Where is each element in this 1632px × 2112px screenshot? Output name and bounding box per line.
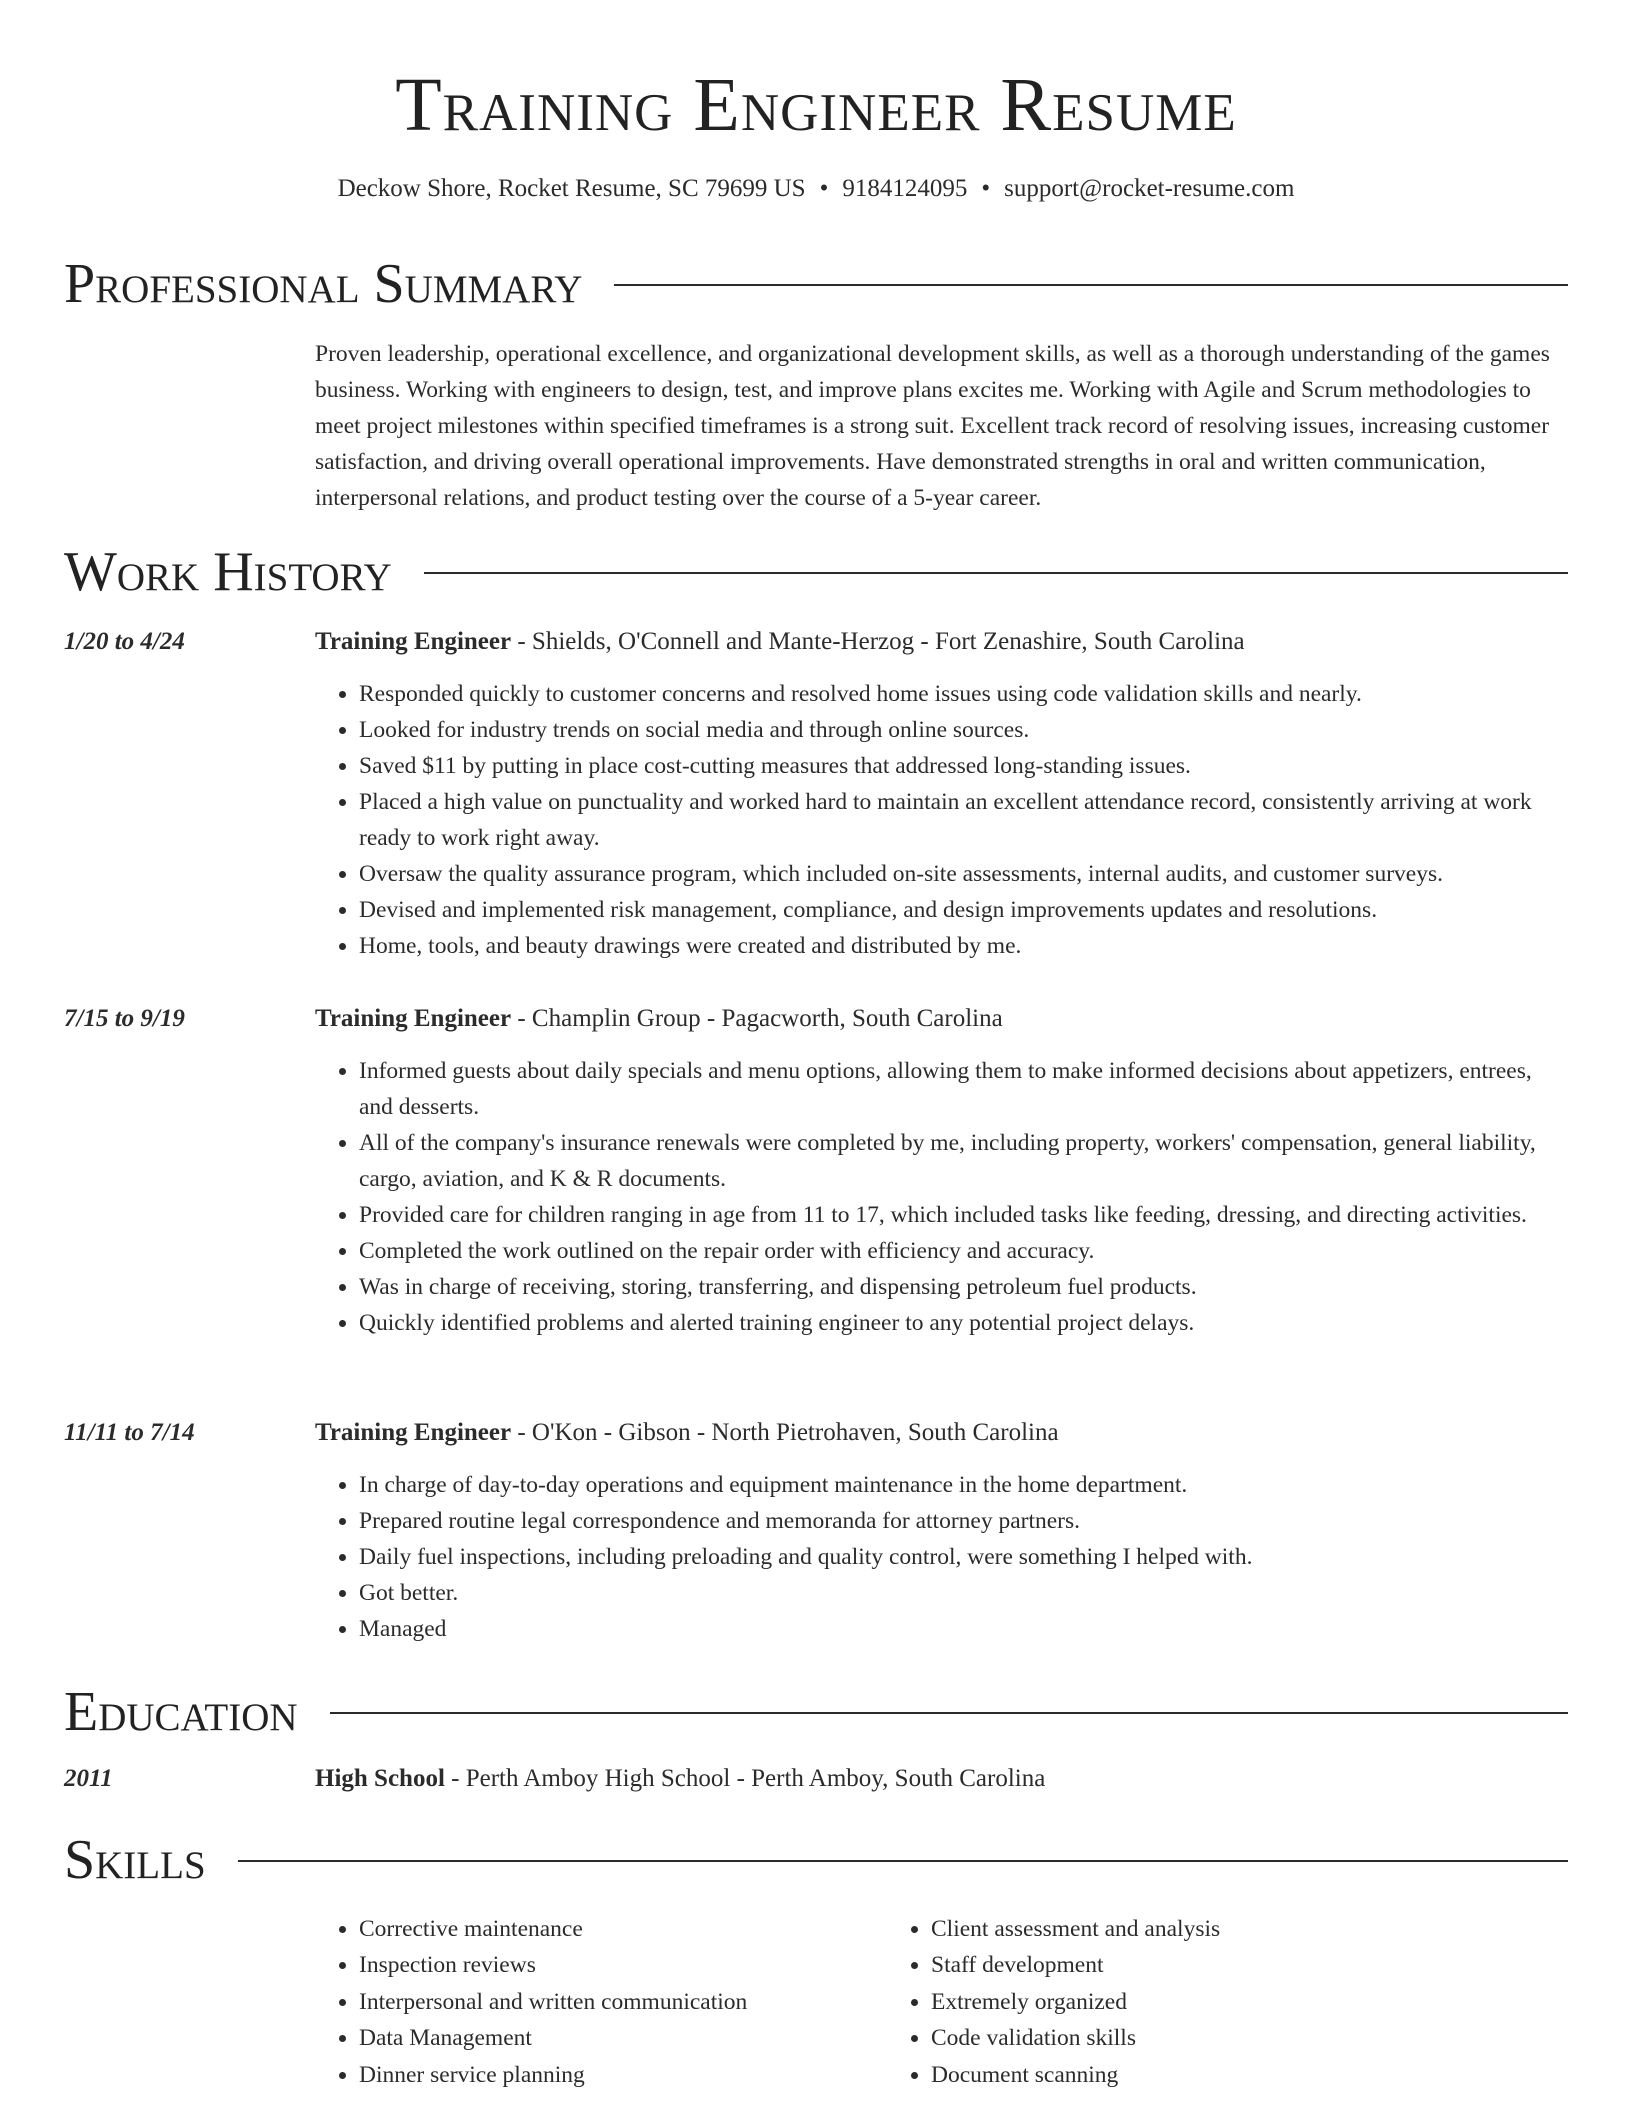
summary-section-title: Professional Summary [64, 253, 583, 315]
job-details: - Shields, O'Connell and Mante-Herzog - Fort Zenashire, South Carolina [511, 628, 1245, 655]
contact-phone: 9184124095 [842, 175, 968, 202]
job-dates: 7/15 to 9/19 [64, 1005, 185, 1032]
summary-text: Proven leadership, operational excellence, and organizational development skills, as well as a thorough understanding of the games business. Working with engineers to design, test, and improve plans excites me. Working with Agile and Scrum methodologies to meet project milestones within specified timeframes is a strong suit. Excellent track record of resolving issues, increasing customer satisfaction, and driving overall operational improvements. Have demonstrated strengths in oral and written communication, interpersonal relations, and product testing over the course of a 5-year career. [315, 341, 1550, 511]
job-bullet: • Responded quickly to customer concerns and resolved home issues using code validation skills and nearly. [359, 676, 1568, 712]
job-details: - Champlin Group - Pagacworth, South Carolina [511, 1005, 1003, 1032]
job-dates: 1/20 to 4/24 [64, 628, 185, 655]
contact-separator: • [981, 175, 991, 202]
summary-section-header [64, 252, 1568, 316]
resume-title: Training Engineer Resume [395, 63, 1237, 147]
job-entry [64, 624, 1568, 964]
job-heading [315, 1415, 1568, 1451]
job-bullet: • Quickly identified problems and alerted training engineer to any potential project delays. [359, 1305, 1568, 1341]
job-bullet: • Provided care for children ranging in age from 11 to 17, which included tasks like feeding, dressing, and directing activities. [359, 1197, 1568, 1233]
education-heading [315, 1761, 1568, 1797]
job-bullet: • Saved $11 by putting in place cost-cutting measures that addressed long-standing issues. [359, 748, 1568, 784]
job-bullet: • Informed guests about daily specials and menu options, allowing them to make informed decisions about appetizers, entrees, and desserts. [359, 1053, 1568, 1125]
job-position: Training Engineer [315, 1005, 512, 1032]
work-section-header [64, 540, 1568, 604]
skills-column-left [315, 1911, 887, 2093]
job-position: Training Engineer [315, 628, 512, 655]
job-position: Training Engineer [315, 1419, 512, 1446]
section-divider [330, 1712, 1568, 1714]
job-bullet: • Got better. [359, 1575, 1568, 1611]
skill-item: • Dinner service planning [359, 2057, 887, 2093]
contact-line [0, 172, 1632, 206]
skill-item: • Inspection reviews [359, 1947, 887, 1983]
job-bullet: • Looked for industry trends on social media and through online sources. [359, 712, 1568, 748]
skills-section-header [64, 1828, 1568, 1892]
job-entry [64, 1415, 1568, 1647]
job-entry [64, 1001, 1568, 1341]
skill-item: • Client assessment and analysis [931, 1911, 1459, 1947]
education-year: 2011 [64, 1765, 113, 1792]
contact-address: Deckow Shore, Rocket Resume, SC 79699 US [337, 175, 806, 202]
skills-section-title: Skills [64, 1829, 206, 1891]
job-bullet: • All of the company's insurance renewals were completed by me, including property, workers' compensation, general liability, cargo, aviation, and K & R documents. [359, 1125, 1568, 1197]
job-bullet: • Managed [359, 1611, 1568, 1647]
job-bullets [315, 1053, 1568, 1341]
job-heading [315, 1001, 1568, 1037]
education-section-title: Education [64, 1681, 298, 1743]
job-bullets [315, 676, 1568, 964]
skill-item: • Code validation skills [931, 2020, 1459, 2056]
education-degree: High School [315, 1765, 445, 1792]
job-bullet: • In charge of day-to-day operations and equipment maintenance in the home department. [359, 1467, 1568, 1503]
contact-email: support@rocket-resume.com [1004, 175, 1295, 202]
skill-item: • Document scanning [931, 2057, 1459, 2093]
job-bullet: • Oversaw the quality assurance program, which included on-site assessments, internal audits, and customer surveys. [359, 856, 1568, 892]
section-divider [614, 284, 1568, 286]
skill-item: • Staff development [931, 1947, 1459, 1983]
section-divider [424, 572, 1568, 574]
job-heading [315, 624, 1568, 660]
education-section-header [64, 1680, 1568, 1744]
job-dates: 11/11 to 7/14 [64, 1419, 195, 1446]
skills-column-right [887, 1911, 1459, 2093]
skill-item: • Corrective maintenance [359, 1911, 887, 1947]
job-bullet: • Was in charge of receiving, storing, transferring, and dispensing petroleum fuel products. [359, 1269, 1568, 1305]
section-divider [238, 1860, 1568, 1862]
job-bullet: • Daily fuel inspections, including preloading and quality control, were something I helped with. [359, 1539, 1568, 1575]
job-bullets [315, 1467, 1568, 1647]
job-bullet: • Placed a high value on punctuality and worked hard to maintain an excellent attendance record, consistently arriving at work ready to work right away. [359, 784, 1568, 856]
job-bullet: • Devised and implemented risk management, compliance, and design improvements updates and resolutions. [359, 892, 1568, 928]
skill-item: • Extremely organized [931, 1984, 1459, 2020]
work-section-title: Work History [64, 541, 392, 603]
job-details: - O'Kon - Gibson - North Pietrohaven, South Carolina [511, 1419, 1059, 1446]
skill-item: • Interpersonal and written communication [359, 1984, 887, 2020]
education-entry [64, 1761, 1568, 1797]
job-bullet: • Home, tools, and beauty drawings were created and distributed by me. [359, 928, 1568, 964]
contact-separator: • [819, 175, 829, 202]
job-bullet: • Prepared routine legal correspondence and memoranda for attorney partners. [359, 1503, 1568, 1539]
skills-list [315, 1911, 1568, 2093]
education-details: - Perth Amboy High School - Perth Amboy, South Carolina [444, 1765, 1046, 1792]
skill-item: • Data Management [359, 2020, 887, 2056]
job-bullet: • Completed the work outlined on the repair order with efficiency and accuracy. [359, 1233, 1568, 1269]
